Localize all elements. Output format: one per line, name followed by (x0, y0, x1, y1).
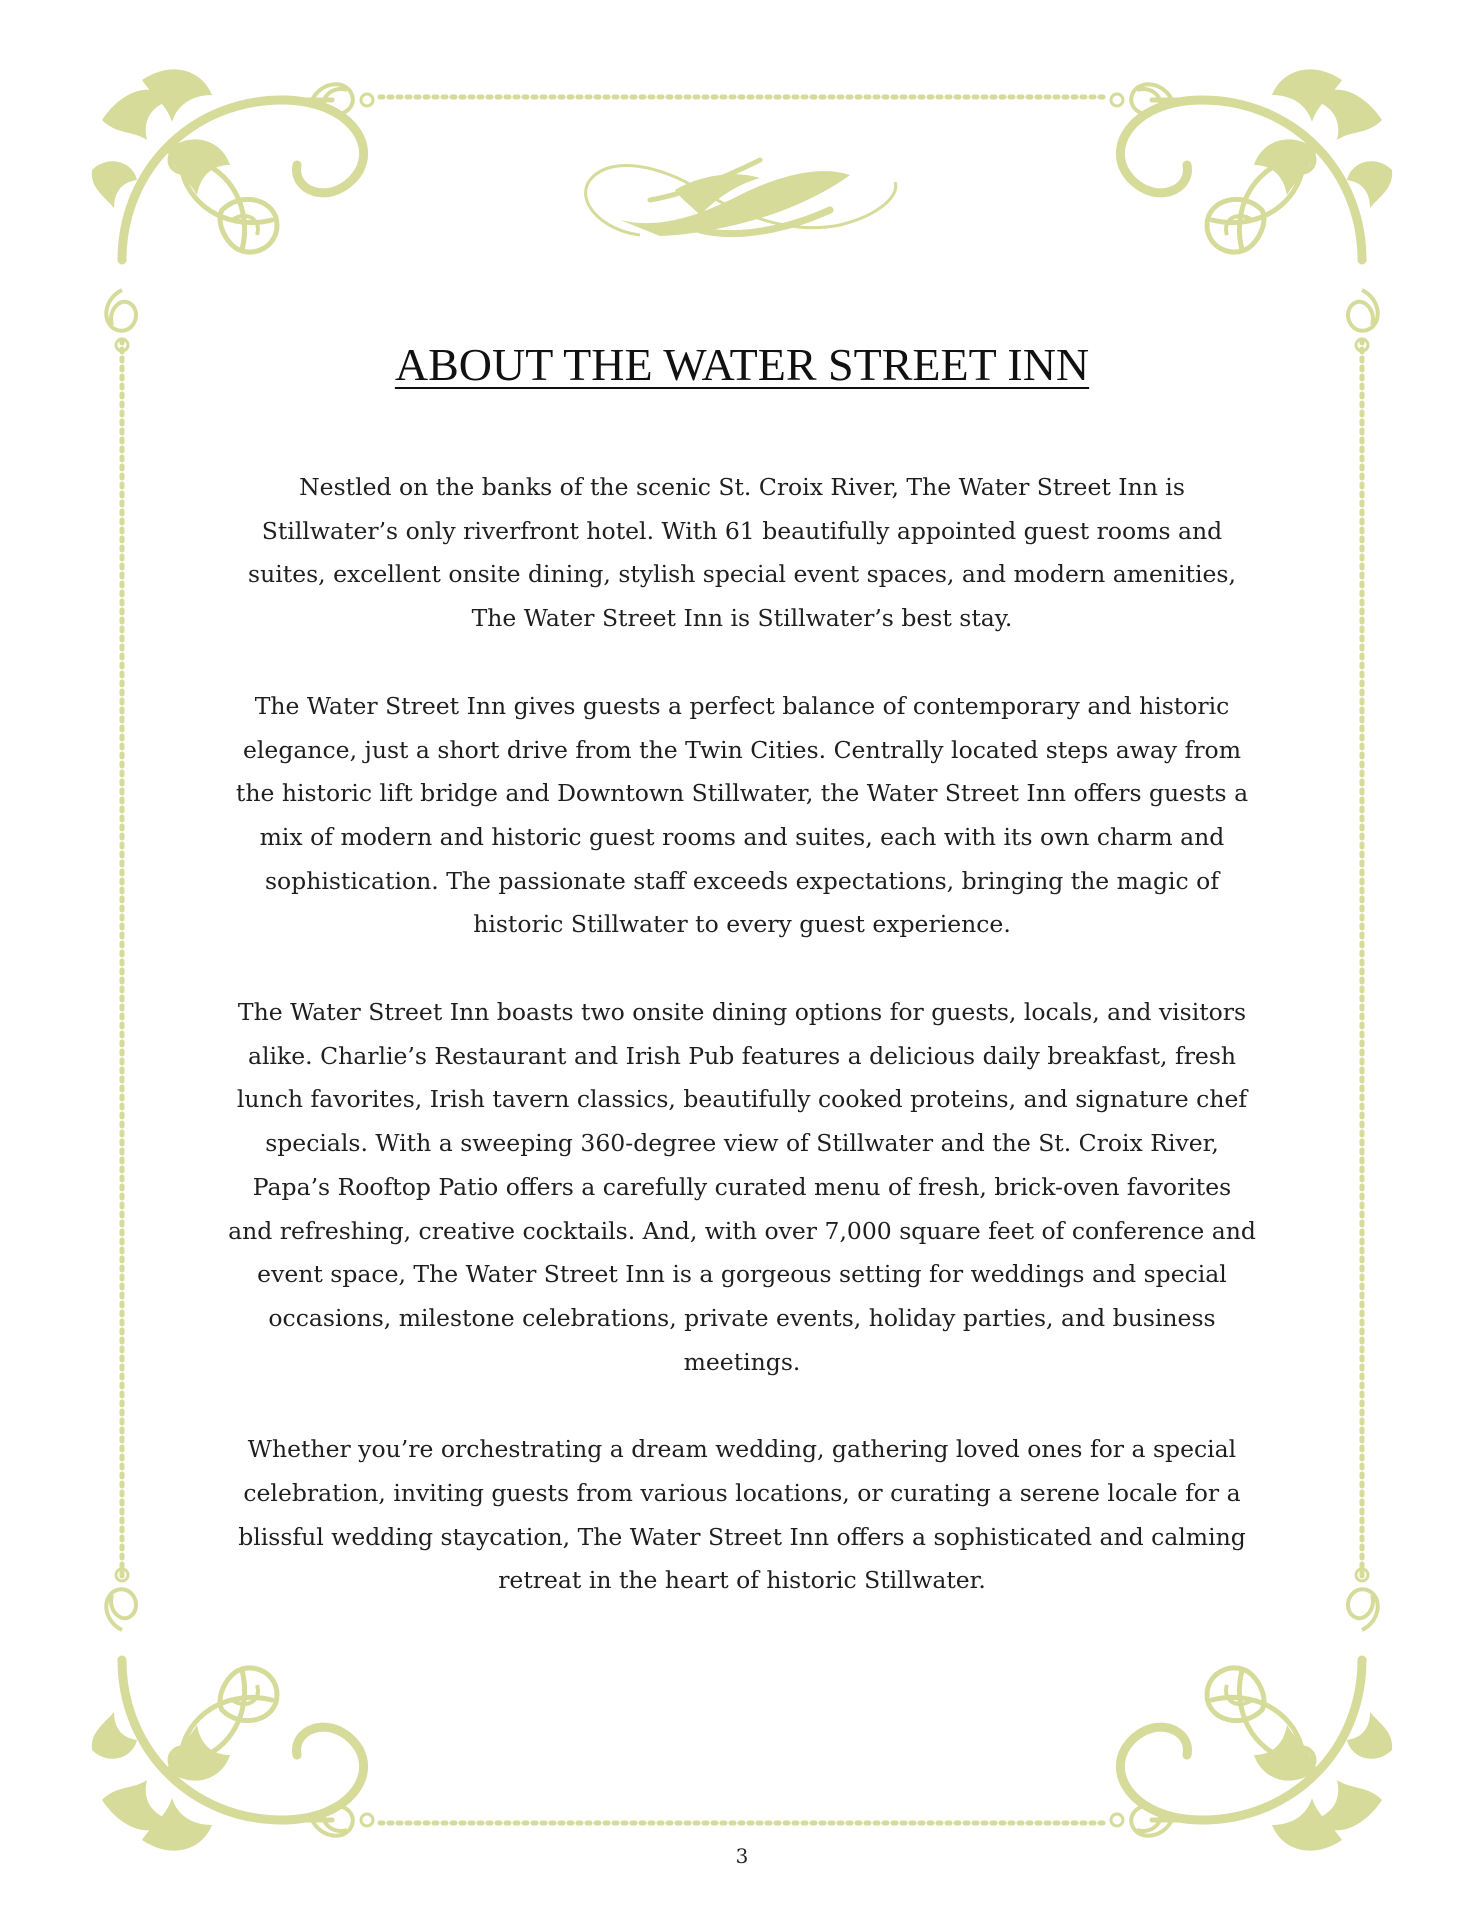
paragraph-balance: The Water Street Inn gives guests a perfect balance of contemporary and historic elegance, just a short drive from the Twin Cities. Centrally located steps away from the historic lift bridge and Downtown Stillwater, the Water Street Inn offers guests a mix of modern and historic guest rooms and suites, each with its own charm and sophistication. The passionate staff exceeds expectations, bringing the magic of historic Stillwater to every guest experience. (235, 691, 1249, 939)
scroll-flourish-icon (586, 160, 896, 236)
corner-ornament-top-left-icon (92, 69, 373, 351)
page-title-text: ABOUT THE WATER STREET INN (394, 339, 1090, 390)
paragraph-intro: Nestled on the banks of the scenic St. Croix River, The Water Street Inn is Stillwater’s only riverfront hotel. With 61 beautifully appointed guest rooms and suites, excellent onsite dining, stylish special event spaces, and modern amenities, The Water Street Inn is Stillwater’s best stay. (248, 473, 1236, 633)
paragraph-dining: The Water Street Inn boasts two onsite dining options for guests, locals, and visitors alike. Charlie’s Restaurant and Irish Pub features a delicious daily breakfast, fresh lunch favorites, Irish tavern classics, beautifully cooked proteins, and signature chef specials. With a sweeping 360-degree view of Stillwater and the St. Croix River, Papa’s Rooftop Patio offers a carefully curated menu of fresh, brick-oven favorites and refreshing, creative cocktails. And, with over 7,000 square feet of conference and event space, The Water Street Inn is a gorgeous setting for weddings and special occasions, milestone celebrations, private events, holiday parties, and business meetings. (228, 998, 1256, 1376)
page-number: 3 (735, 1844, 749, 1868)
page-title (0, 338, 1484, 391)
body-content (228, 466, 1256, 1647)
paragraph-closing: Whether you’re orchestrating a dream wedding, gathering loved ones for a special celebration, inviting guests from various locations, or curating a serene locale for a blissful wedding staycation, The Water Street Inn offers a sophisticated and calming retreat in the heart of historic Stillwater. (238, 1435, 1246, 1595)
corner-ornament-top-right-icon (1111, 69, 1392, 351)
